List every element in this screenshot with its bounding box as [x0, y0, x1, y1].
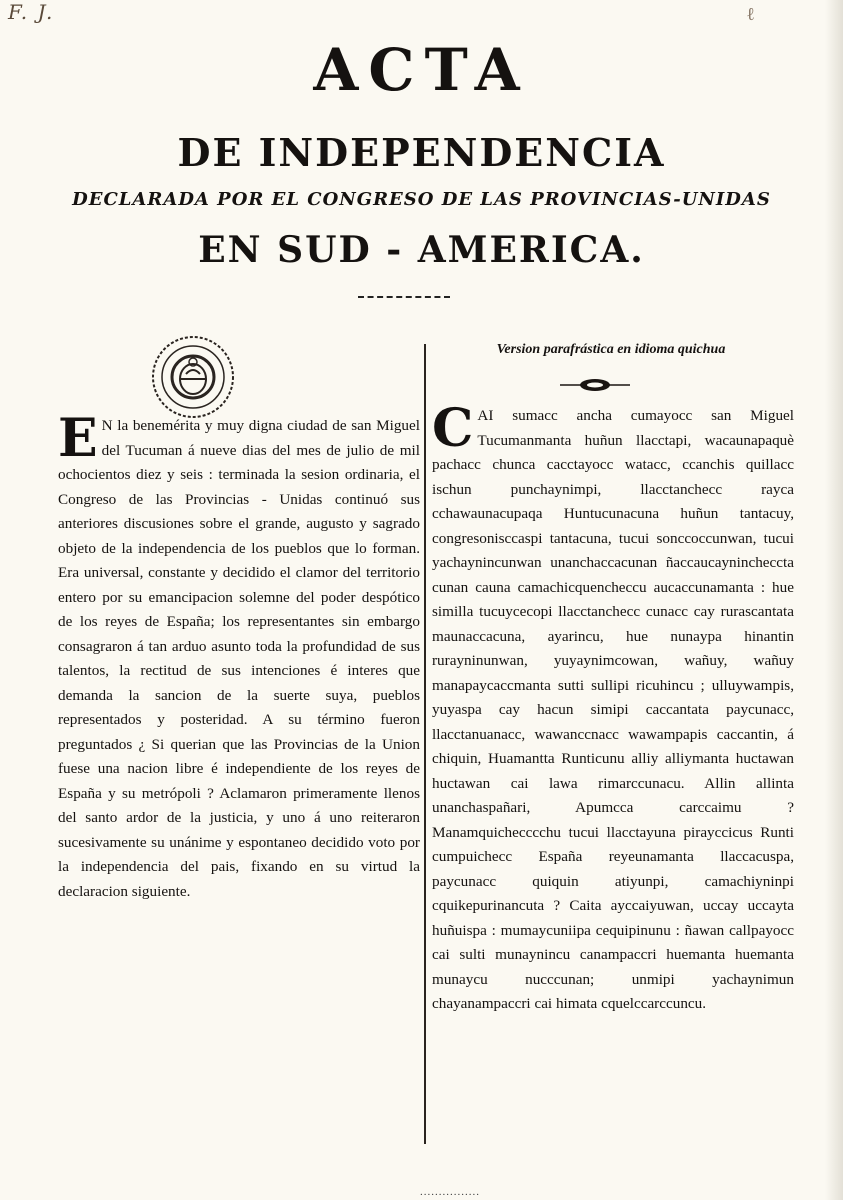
- subtitle-declarada: DECLARADA POR EL CONGRESO DE LAS PROVINCIAS-UNIDAS: [72, 189, 771, 210]
- quichua-body-text: AI sumacc ancha cumayocc san Miguel Tucumanmanta huñun llacctapi, wacaunapaquè pachacc chunca cacctayocc watacc, ccanchis quillacc ischun punchaynimpi, llacctanchecc rayca cchawaunacupaqa Huntucunacuna huñun tantacuy, congresonisccaspi tantacuna, tucui sonccoccunwan, tucui yachaynincunwan unanchaccacunan ñaccaucaynincheccta cunan cauna camachicquencheccu aucaccunamanta : hue similla tucuycecopi llacctanchecc cunacc cay rurascantata maunaccacuna, ayarincu, hue nunaypa hinantin rurayninunwan, yuyaynimcowan, wañuy, wañuy manapaycaccmanta sutti sullipi ricuhincu ; ulluywampis, yuyaspa cay hacun simipi caccantata paycunacc, llacctanuanacc, wawanccnacc wawampapis caccantin, á chiquin, Huamantta Runticunu alliy alliymanta huctawan huctawan cai lawa rimarccunacu. Allin allinta unanchaspañari, Apumcca carccaimu ? Manamquichecccchu tucui llacctayuna pirayccicus Runti cumpuichecc España reyeunamanta llaccacuspa, paycunacc quiquin atiyunpi, camachiyninpi cquikepurinancuta ? Caita ayccaiyuwan, uccay uccayta huñuispa : mumaycuniipa cequipinunu : ñawan callpayocc cai sulti munaynincu canampaccri huemanta huemanta munaycu nucccunan; unmipi yachaynimun chayanampaccri cai himata cquelccarccuncu.: [432, 407, 794, 1012]
- quichua-text-column: [432, 398, 794, 1017]
- quichua-version-heading: Version parafrástica en idioma quichua: [496, 342, 726, 357]
- quichua-paragraph: [432, 398, 794, 1017]
- spanish-body-text: N la benemérita y muy digna ciudad de san Miguel del Tucuman á nueve dias del mes de julio de mil ochocientos diez y seis : terminada la sesion ordinaria, el Congreso de las Provincias - Unidas continuó sus anteriores discusiones sobre el grande, augusto y sagrado objeto de la independencia de los pueblos que lo forman. Era universal, constante y decidido el clamor del territorio entero por su emancipacion solemne del poder despótico de los reyes de España; los representantes sin embargo consagraron á tan arduo asunto toda la profundidad de sus talentos, la rectitud de sus intenciones é interes que demanda la sancion de la suerte suya, pueblos representados y posteridad. A su término fueron preguntados ¿ Si querian que las Provincias de la Union fuese una nacion libre é independiente de los reyes de España y su metrópoli ? Aclamaron primeramente llenos del santo ardor de la justicia, y uno á uno reiteraron sucesivamente su unánime y espontaneo decidido voto por la independencia del pais, fixando en su virtud la declaracion siguiente.: [58, 417, 420, 900]
- column-divider: [424, 344, 426, 1144]
- dropcap-e: E: [58, 408, 98, 469]
- congress-seal-icon: [150, 334, 236, 420]
- title-de-independencia: DE INDEPENDENCIA: [177, 130, 666, 175]
- corner-mark-icon: ℓ: [746, 4, 755, 24]
- dropcap-c: C: [432, 398, 474, 459]
- handwritten-corner-note: F. J.: [8, 0, 55, 24]
- spanish-paragraph: [58, 408, 420, 904]
- decorative-rule: [358, 296, 450, 298]
- title-acta: ACTA: [313, 36, 530, 104]
- ornament-icon: [560, 375, 630, 395]
- spanish-text-column: [58, 408, 420, 904]
- title-en-sud-america: EN SUD - AMERICA.: [198, 229, 645, 271]
- page-bottom-fragment: ................: [420, 1186, 480, 1198]
- page-edge-shadow: [825, 0, 843, 1200]
